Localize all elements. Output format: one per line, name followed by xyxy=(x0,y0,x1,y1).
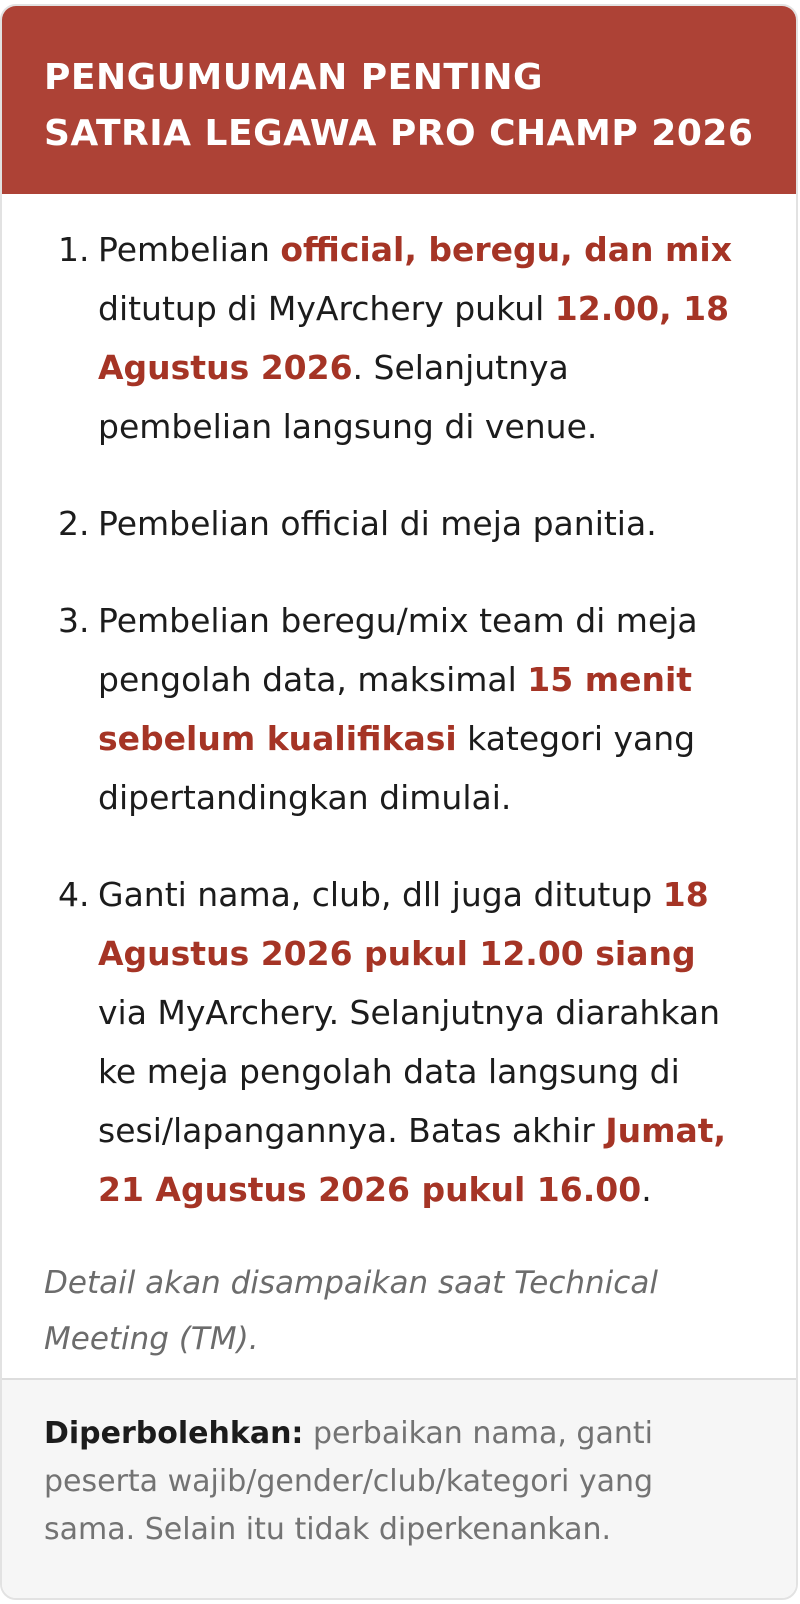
item-text: Pembelian beregu/mix team di meja pengolah data, maksimal xyxy=(98,601,698,699)
list-item xyxy=(58,591,752,827)
list-item-number: 1. xyxy=(58,230,90,269)
announcement-card xyxy=(0,4,798,1600)
item-text: Ganti nama, club, dll juga ditutup xyxy=(98,875,663,914)
allowed-changes-footer xyxy=(2,1378,796,1598)
announcement-header xyxy=(2,6,796,194)
header-title-line-2: SATRIA LEGAWA PRO CHAMP 2026 xyxy=(44,113,754,154)
technical-meeting-note: Detail akan disampaikan saat Technical Meeting (TM). xyxy=(44,1265,658,1357)
header-title-line-1: PENGUMUMAN PENTING xyxy=(44,57,544,98)
footer-text: perbaikan nama, ganti peserta wajib/gender/club/kategori yang sama. Selain itu tidak diperkenankan. xyxy=(44,1416,654,1547)
list-item-number: 2. xyxy=(58,504,90,543)
item-highlight: official, beregu, dan mix xyxy=(280,230,732,269)
announcement-list xyxy=(44,220,752,1219)
item-text: Pembelian official di meja panitia. xyxy=(98,504,657,543)
list-item xyxy=(58,865,752,1219)
item-highlight: 12.00, 18 Agustus 2026 xyxy=(98,289,730,387)
item-highlight: Jumat, 21 Agustus 2026 pukul 16.00 xyxy=(98,1111,727,1209)
item-highlight: 18 Agustus 2026 pukul 12.00 siang xyxy=(98,875,709,973)
list-item-number: 4. xyxy=(58,875,90,914)
list-item xyxy=(58,220,752,456)
item-text: . xyxy=(641,1170,652,1209)
announcement-body xyxy=(2,194,796,1367)
footer-label: Diperbolehkan: xyxy=(44,1416,304,1451)
item-highlight: 15 menit sebelum kualifikasi xyxy=(98,660,693,758)
item-text: kategori yang dipertandingkan dimulai. xyxy=(98,719,696,817)
item-text: ditutup di MyArchery pukul xyxy=(98,289,555,328)
item-text: via MyArchery. Selanjutnya diarahkan ke meja pengolah data langsung di sesi/lapangannya. Batas akhir xyxy=(98,993,721,1150)
list-item xyxy=(58,494,752,553)
item-text: Pembelian xyxy=(98,230,281,269)
item-text: . Selanjutnya pembelian langsung di venue. xyxy=(98,348,598,446)
list-item-number: 3. xyxy=(58,601,90,640)
